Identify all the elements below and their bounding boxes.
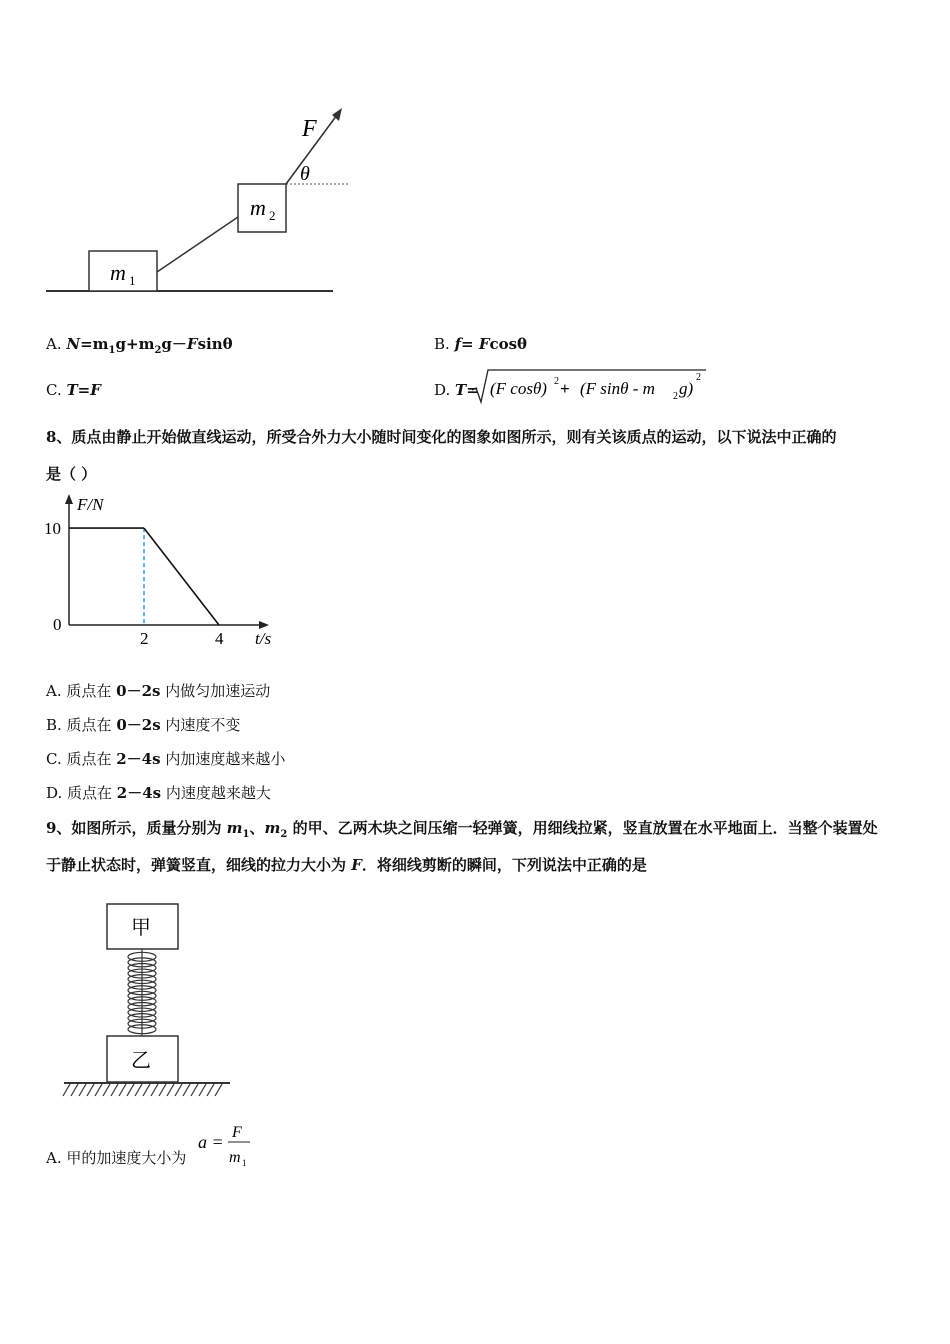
option-letter: A. — [46, 335, 67, 353]
y-axis-arrow — [65, 494, 73, 504]
expr-part: g－ — [161, 335, 187, 353]
block-m2-sub: 2 — [269, 208, 276, 223]
sqrt-exp-2: 2 — [696, 372, 701, 383]
series-segment — [144, 528, 219, 625]
subscript: 2 — [280, 829, 288, 840]
hatch-line — [207, 1084, 214, 1096]
block-jia-label: 甲 — [131, 917, 151, 939]
block-yi-label: 乙 — [131, 1050, 151, 1072]
separator: 、 — [249, 819, 265, 837]
force-time-chart — [36, 490, 276, 650]
hatch-line — [79, 1084, 86, 1096]
subscript: 1 — [242, 829, 250, 840]
time-range: 2－4s — [116, 750, 161, 768]
sqrt-m-sub: 2 — [673, 391, 678, 402]
sqrt-term-3: g) — [679, 379, 694, 398]
var-t: T — [455, 381, 467, 399]
sqrt-formula — [470, 366, 710, 406]
option-label: D. 质点在 — [46, 784, 117, 802]
option-text: 内加速度越来越小 — [160, 750, 286, 768]
hatch-line — [199, 1084, 206, 1096]
hatch-line — [127, 1084, 134, 1096]
q8-option-b[interactable] — [46, 715, 240, 735]
option-text: 内速度越来越大 — [161, 784, 271, 802]
y-axis-label: F/N — [77, 495, 104, 514]
connecting-rope — [157, 217, 238, 272]
block-m2-label: m — [250, 195, 266, 220]
ground-hatching — [63, 1084, 222, 1096]
expr-part: = — [466, 381, 479, 399]
x-tick-label: 4 — [215, 629, 224, 648]
subscript: 2 — [154, 345, 162, 356]
formula-denominator: m — [229, 1149, 241, 1166]
hatch-line — [143, 1084, 150, 1096]
x-axis-arrow — [259, 621, 269, 629]
option-text: A. 甲的加速度大小为 — [46, 1149, 187, 1167]
q7-option-a[interactable] — [46, 334, 233, 361]
var-force: F — [90, 381, 101, 399]
angle-label: θ — [300, 163, 310, 185]
option-text: 内做匀加速运动 — [160, 682, 271, 700]
option-text: 内速度不变 — [160, 716, 241, 734]
expr-part: =m — [80, 335, 109, 353]
stem-text: ．将细线剪断的瞬间，下列说法中正确的是 — [361, 856, 647, 874]
y-tick-label: 10 — [44, 519, 61, 539]
q9-stem-line2 — [46, 855, 647, 875]
q8-option-d[interactable] — [46, 783, 271, 803]
var-f: f — [454, 335, 462, 353]
time-range: 2－4s — [116, 784, 162, 802]
option-letter: D. — [434, 381, 456, 399]
x-axis-label: t/s — [255, 629, 272, 648]
sqrt-term-1: (F cosθ) — [490, 379, 547, 398]
sqrt-term-2: (F sinθ - m — [580, 379, 655, 398]
var-m1: m — [226, 819, 243, 837]
hatch-line — [95, 1084, 102, 1096]
pulley-figure — [40, 100, 360, 300]
hatch-line — [159, 1084, 166, 1096]
var-n: N — [66, 335, 81, 353]
sqrt-plus: + — [560, 379, 570, 398]
block-m1-label: m — [110, 260, 126, 285]
hatch-line — [135, 1084, 142, 1096]
time-range: 0－2s — [116, 716, 161, 734]
hatch-line — [103, 1084, 110, 1096]
q8-stem-line2: 是（ ） — [46, 465, 97, 483]
formula-den-sub: 1 — [242, 1158, 247, 1168]
q8-option-c[interactable] — [46, 749, 285, 769]
expr-part: = — [77, 381, 91, 399]
option-label: C. 质点在 — [46, 750, 117, 768]
hatch-line — [119, 1084, 126, 1096]
hatch-line — [111, 1084, 118, 1096]
sqrt-exp-1: 2 — [554, 376, 559, 387]
y-tick-label: 0 — [53, 615, 62, 634]
subscript: 1 — [108, 345, 116, 356]
option-label: B. 质点在 — [46, 716, 117, 734]
hatch-line — [183, 1084, 190, 1096]
formula-lhs: a = — [198, 1132, 224, 1152]
stem-text: 于静止状态时，弹簧竖直，细线的拉力大小为 — [46, 856, 352, 874]
expr-part: = — [461, 335, 479, 353]
option-letter: C. — [46, 381, 67, 399]
time-range: 0－2s — [116, 682, 161, 700]
q8-stem-line1: 8、质点由静止开始做直线运动，所受合外力大小随时间变化的图象如图所示，则有关该质点的运动，以下说法中正确的 — [46, 428, 837, 446]
force-label: F — [302, 116, 317, 142]
q8-option-a[interactable] — [46, 681, 270, 701]
q7-option-c[interactable] — [46, 380, 101, 400]
hatch-line — [151, 1084, 158, 1096]
var-force: F — [351, 856, 362, 874]
var-t: T — [66, 381, 78, 399]
q7-option-b[interactable] — [434, 334, 527, 354]
hatch-line — [191, 1084, 198, 1096]
hatch-line — [63, 1084, 70, 1096]
stem-text: 的甲、乙两木块之间压缩一轻弹簧，用细线拉紧，竖直放置在水平地面上．当整个装置处 — [287, 819, 878, 837]
spring-figure — [60, 898, 240, 1104]
formula-numerator: F — [232, 1124, 242, 1141]
hatch-line — [175, 1084, 182, 1096]
q9-formula — [196, 1120, 256, 1172]
var-m2: m — [264, 819, 281, 837]
hatch-line — [167, 1084, 174, 1096]
expr-part: cosθ — [489, 335, 528, 353]
option-letter: B. — [434, 335, 455, 353]
q9-stem-line1 — [46, 818, 878, 845]
expr-part: sinθ — [197, 335, 233, 353]
expr-part: g+m — [115, 335, 155, 353]
q9-option-a[interactable] — [46, 1148, 186, 1168]
option-label: A. 质点在 — [46, 682, 117, 700]
hatch-line — [71, 1084, 78, 1096]
block-m1-sub: 1 — [129, 273, 136, 288]
stem-text: 9、如图所示，质量分别为 — [46, 819, 227, 837]
hatch-line — [215, 1084, 222, 1096]
hatch-line — [87, 1084, 94, 1096]
var-f: F — [186, 335, 198, 353]
x-tick-label: 2 — [140, 629, 149, 648]
var-force: F — [478, 335, 490, 353]
